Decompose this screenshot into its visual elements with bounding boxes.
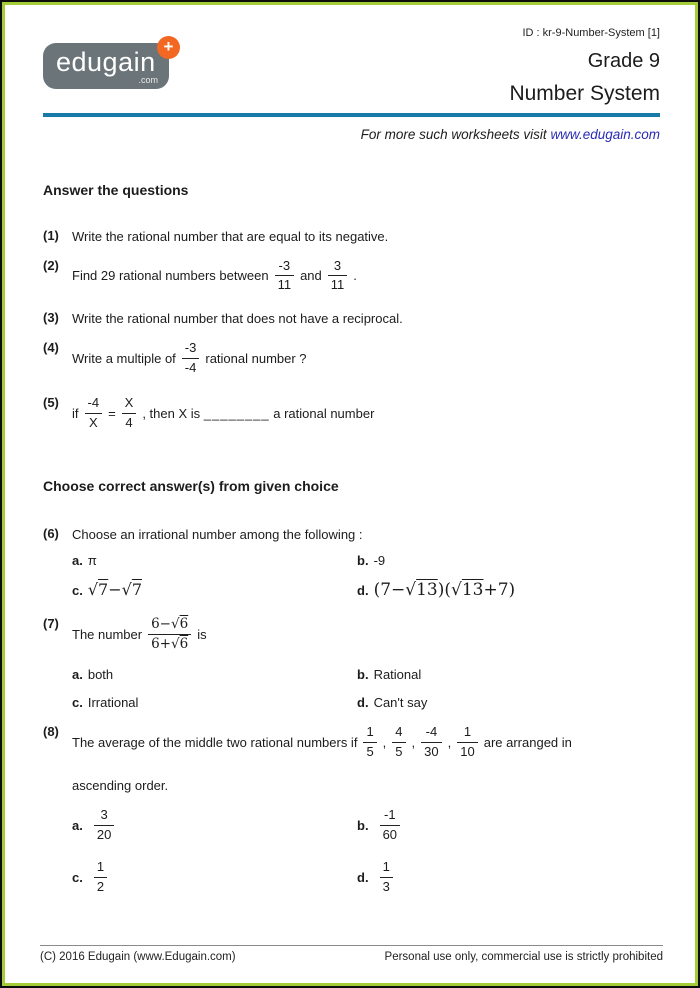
math-text: 6+ [151, 636, 171, 653]
fraction [122, 395, 137, 432]
fraction [457, 724, 477, 761]
question-8-body [72, 724, 660, 896]
fraction-numerator: 1 [366, 723, 374, 739]
sqrt-symbol: √ [87, 580, 99, 600]
question-6 [43, 526, 660, 602]
fraction [94, 859, 107, 896]
question-6-options [72, 552, 660, 601]
fraction [380, 859, 393, 896]
fraction [328, 258, 348, 295]
option-b-label: b. [357, 817, 369, 833]
visit-line [43, 127, 660, 142]
option-a [72, 807, 357, 844]
sqrt-symbol: √ [451, 579, 462, 600]
fraction-numerator: 1 [463, 723, 472, 739]
question-2-mid: and [300, 268, 322, 284]
option-a-text: π [87, 553, 97, 569]
section-heading-answer: Answer the questions [43, 182, 189, 198]
header [43, 27, 660, 106]
fraction-numerator: X [124, 394, 134, 410]
equals-sign: = [108, 405, 116, 421]
fraction-denominator: 60 [380, 825, 400, 844]
fraction-numerator: -4 [425, 723, 438, 739]
question-5-mid: , then X is [142, 405, 201, 421]
fraction [148, 616, 191, 654]
option-a [72, 552, 357, 570]
option-a-label: a. [72, 666, 83, 682]
fraction [380, 807, 400, 844]
fraction-denominator: 3 [380, 877, 393, 896]
fraction-numerator: 4 [395, 723, 403, 739]
minus-sign: − [108, 580, 122, 600]
question-2-number: (2) [43, 257, 59, 273]
question-3-number: (3) [43, 310, 59, 326]
footer [40, 945, 663, 963]
radicand: 6 [179, 636, 189, 653]
question-4-post: rational number ? [205, 350, 307, 366]
option-c-text: Irrational [87, 695, 139, 711]
radicand: 13 [416, 579, 438, 600]
fraction-denominator: 4 [122, 413, 137, 432]
option-b-text: Rational [373, 666, 422, 682]
fraction-numerator: -3 [184, 339, 197, 355]
question-7-post: is [197, 626, 207, 642]
option-b-label: b. [357, 666, 369, 682]
question-4-text [72, 340, 660, 377]
math-text: +7) [483, 579, 516, 600]
option-b [357, 666, 660, 684]
question-7-text [72, 616, 660, 654]
question-7-body [72, 616, 660, 712]
sqrt-symbol: √ [405, 579, 417, 600]
option-c [72, 579, 357, 602]
question-8 [43, 724, 660, 896]
question-8-pre: The average of the middle two rational numbers if [72, 734, 358, 750]
subject-title: Number System [509, 82, 660, 105]
question-8-cont: ascending order. [72, 777, 169, 793]
question-1 [43, 228, 660, 246]
visit-text: For more such worksheets visit [360, 127, 547, 142]
question-2-pre: Find 29 rational numbers between [72, 268, 269, 284]
footer-usage-note: Personal use only, commercial use is strictly prohibited [384, 951, 663, 963]
fraction-denominator: 20 [94, 825, 114, 844]
question-5-post: a rational number [273, 405, 375, 421]
question-5-text [72, 395, 660, 432]
question-3-text: Write the rational number that does not have a reciprocal. [72, 311, 403, 327]
logo-tld: .com [138, 75, 158, 85]
logo-wordmark: edugain [56, 47, 156, 77]
fraction-denominator: 11 [328, 275, 348, 294]
fraction-denominator: 2 [94, 877, 107, 896]
fraction-numerator [148, 616, 191, 635]
math-text: (7− [373, 579, 406, 600]
question-1-text: Write the rational number that are equal to its negative. [72, 229, 389, 244]
radicand: 13 [461, 579, 484, 600]
edugain-logo [43, 37, 175, 89]
fraction-numerator: 1 [382, 859, 390, 875]
question-6-text: Choose an irrational number among the following : [72, 526, 363, 542]
option-d-label: d. [357, 695, 369, 711]
fraction [275, 258, 295, 295]
worksheet-id: ID : kr-9-Number-System [1] [522, 27, 660, 39]
fraction-numerator: -3 [278, 257, 291, 273]
option-a-text: both [87, 666, 114, 682]
fraction-denominator: 5 [392, 742, 405, 761]
sqrt-symbol: √ [121, 580, 132, 600]
question-8-number: (8) [43, 723, 59, 739]
question-6-number: (6) [43, 525, 59, 541]
question-2-post: . [353, 268, 357, 284]
option-c-label: c. [72, 695, 83, 711]
question-8-options [72, 807, 660, 896]
fraction-numerator: -4 [87, 394, 100, 410]
comma: , [382, 734, 387, 750]
option-d [357, 859, 660, 896]
fraction [182, 340, 200, 377]
question-5-number: (5) [43, 394, 59, 410]
option-a [72, 666, 357, 684]
option-c-label: c. [72, 582, 83, 598]
option-b [357, 552, 660, 570]
option-d [357, 694, 660, 712]
question-4-number: (4) [43, 339, 59, 355]
fraction-denominator: 30 [421, 742, 441, 761]
option-a-label: a. [72, 817, 83, 833]
question-2-text [72, 258, 660, 295]
option-d-label: d. [357, 869, 369, 885]
fraction-denominator [148, 634, 191, 654]
footer-copyright: (C) 2016 Edugain (www.Edugain.com) [40, 951, 236, 963]
question-5 [43, 395, 660, 432]
question-8-post: are arranged in [483, 734, 572, 750]
fraction-numerator: 3 [100, 807, 108, 823]
fraction-numerator: 3 [333, 257, 342, 273]
logo-box [43, 43, 169, 89]
math-text: 6− [151, 615, 171, 632]
answer-blank: ________ [203, 405, 270, 421]
option-b-label: b. [357, 553, 369, 569]
comma: , [411, 734, 416, 750]
grade-title: Grade 9 [587, 50, 660, 72]
plus-icon: + [157, 36, 180, 59]
question-1-number: (1) [43, 228, 59, 243]
option-c-math [88, 579, 142, 601]
sqrt-symbol: √ [171, 615, 180, 632]
fraction [392, 724, 405, 761]
radicand: 7 [98, 580, 109, 600]
math-text: )( [437, 579, 452, 600]
fraction-numerator: 1 [96, 859, 105, 875]
comma: , [447, 734, 452, 750]
fraction-denominator: 5 [363, 742, 376, 761]
fraction [421, 724, 441, 761]
question-4 [43, 340, 660, 377]
option-a-label: a. [72, 553, 83, 569]
edugain-link[interactable]: www.edugain.com [550, 127, 660, 142]
fraction-denominator: X [85, 413, 103, 432]
fraction-denominator: 10 [457, 742, 477, 761]
fraction-denominator: 11 [275, 275, 295, 294]
option-b-text: -9 [373, 553, 386, 569]
option-b [357, 807, 660, 844]
sqrt-symbol: √ [171, 636, 180, 653]
question-3 [43, 310, 660, 328]
option-d [357, 579, 660, 602]
question-7-number: (7) [43, 615, 59, 631]
fraction [363, 724, 376, 761]
question-2 [43, 258, 660, 295]
question-7-options [72, 666, 660, 712]
question-5-pre: if [72, 405, 79, 421]
header-rule [43, 113, 660, 117]
option-c [72, 694, 357, 712]
question-6-body [72, 526, 660, 602]
question-4-pre: Write a multiple of [72, 350, 176, 366]
radicand: 6 [179, 615, 189, 632]
option-d-math [374, 579, 516, 602]
option-d-text: Can't say [373, 695, 428, 711]
question-7 [43, 616, 660, 712]
fraction-denominator: -4 [182, 358, 200, 377]
fraction [94, 807, 114, 844]
question-8-text [72, 724, 660, 761]
question-7-pre: The number [72, 626, 143, 642]
option-c-label: c. [72, 869, 83, 885]
radicand: 7 [131, 580, 143, 600]
fraction [85, 395, 103, 432]
option-c [72, 859, 357, 896]
worksheet-sheet [2, 2, 698, 986]
fraction-numerator: -1 [384, 807, 396, 823]
section-heading-choose: Choose correct answer(s) from given choice [43, 477, 339, 494]
option-d-label: d. [357, 582, 369, 598]
